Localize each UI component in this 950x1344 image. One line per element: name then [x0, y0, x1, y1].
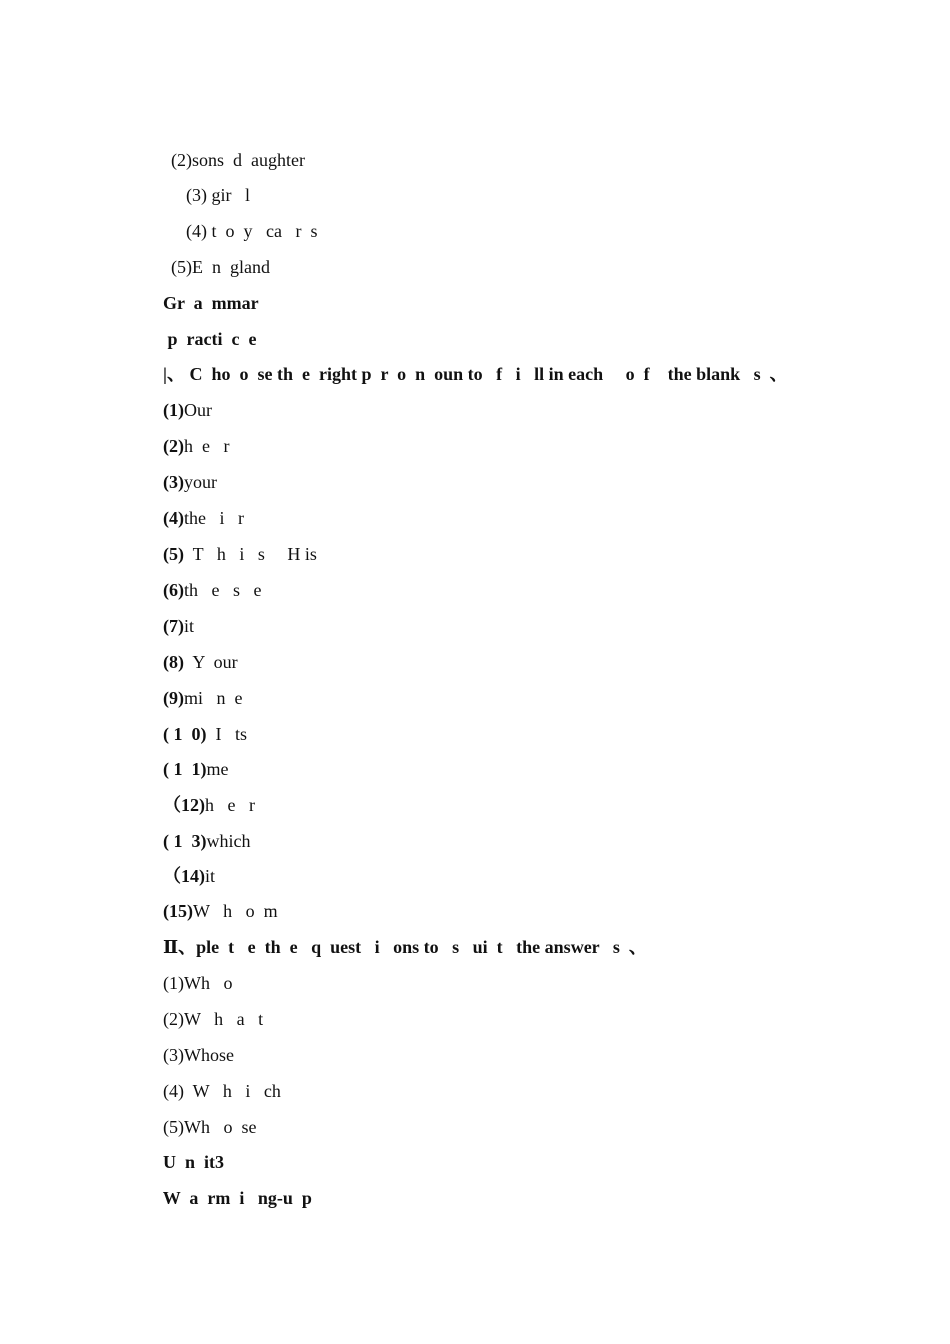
item-number: (5): [171, 257, 192, 277]
item-text: it: [205, 866, 216, 886]
item-number: (9): [163, 688, 184, 708]
item-number: （12): [163, 795, 205, 815]
item-number: (6): [163, 580, 184, 600]
item-number: (3): [186, 185, 207, 205]
item-text: mi n e: [184, 688, 243, 708]
item-text: T h i s H is: [184, 544, 317, 564]
item-text: Wh o: [184, 973, 233, 993]
item-text: th e s e: [184, 580, 262, 600]
item-text: me: [206, 759, 229, 779]
item-number: (3): [163, 472, 184, 492]
exercise-instruction: [145, 341, 788, 407]
item-number: ( 1 0): [163, 724, 207, 744]
item-number: (15): [163, 901, 193, 921]
item-number: (5): [163, 1117, 184, 1137]
item-text: it: [184, 616, 195, 636]
instruction-text: Ⅱ、ple t e th e q uest i ons to s ui t the answer s 、: [163, 937, 647, 957]
item-text: the i r: [184, 508, 244, 528]
item-text: Wh o se: [184, 1117, 257, 1137]
item-text: W h a t: [184, 1009, 264, 1029]
item-number: (4): [163, 508, 184, 528]
item-number: (2): [171, 150, 192, 170]
instruction-text: |、 C ho o se th e right p r o n oun to f i ll in each o f the blank s 、: [163, 364, 788, 384]
heading-text: Gr a mmar: [163, 293, 259, 313]
item-number: (1): [163, 973, 184, 993]
item-number: (8): [163, 652, 184, 672]
item-text: your: [184, 472, 217, 492]
item-number: (3): [163, 1045, 184, 1065]
section-heading: [145, 1165, 312, 1231]
item-text: t o y ca r s: [207, 221, 318, 241]
item-number: (4): [163, 1081, 184, 1101]
item-text: Y our: [184, 652, 238, 672]
item-text: h e r: [184, 436, 230, 456]
heading-text: U n it3: [163, 1152, 225, 1172]
item-number: (2): [163, 436, 184, 456]
item-text: gir l: [207, 185, 250, 205]
item-text: Whose: [184, 1045, 234, 1065]
item-number: (5): [163, 544, 184, 564]
item-text: which: [206, 831, 251, 851]
item-text: E n gland: [192, 257, 270, 277]
heading-text: p racti c e: [163, 329, 257, 349]
item-text: W h o m: [193, 901, 278, 921]
item-number: (1): [163, 400, 184, 420]
item-number: (7): [163, 616, 184, 636]
item-text: h e r: [205, 795, 255, 815]
item-number: (4): [186, 221, 207, 241]
heading-text: W a rm i ng-u p: [162, 1188, 312, 1208]
item-text: Our: [184, 400, 212, 420]
item-number: ( 1 1): [163, 759, 207, 779]
item-number: （14): [163, 866, 205, 886]
item-number: ( 1 3): [163, 831, 207, 851]
item-number: (2): [163, 1009, 184, 1029]
item-text: sons d aughter: [192, 150, 305, 170]
item-text: I ts: [206, 724, 247, 744]
item-text: W h i ch: [184, 1081, 281, 1101]
